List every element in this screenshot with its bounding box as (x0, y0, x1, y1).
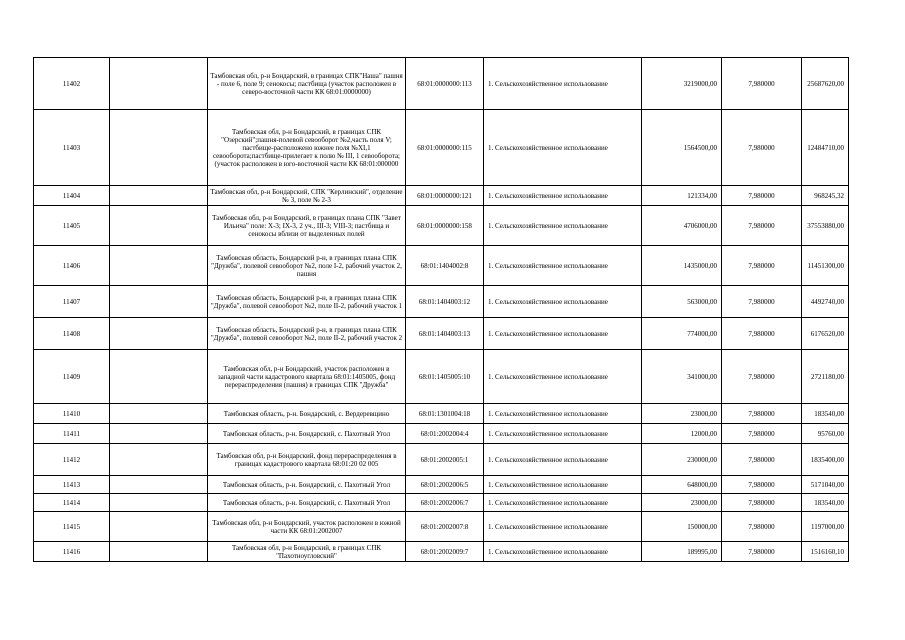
area-cell: 648000,00 (642, 476, 722, 494)
address-cell: Тамбовская область, р-н. Бондарский, с. Пахотный Угол (208, 494, 406, 512)
address-cell: Тамбовская обл, р-н Бондарский, участок расположен в южной части КК 68:01:2002007 (208, 512, 406, 542)
row-number: 11413 (34, 476, 110, 494)
row-number: 11403 (34, 110, 110, 186)
land-use-category-cell: 1. Сельскохозяйственное использование (484, 286, 642, 318)
cadastral-number-cell: 68:01:1405005:10 (406, 350, 484, 404)
row-number: 11410 (34, 404, 110, 424)
table-row (34, 494, 849, 512)
land-use-category-cell: 1. Сельскохозяйственное использование (484, 246, 642, 286)
specific-value-cell: 7,980000 (722, 444, 802, 476)
empty-cell (110, 542, 208, 562)
address-cell: Тамбовская область, р-н. Бондарский, с. Вердеревщино (208, 404, 406, 424)
area-cell: 150000,00 (642, 512, 722, 542)
row-number: 11407 (34, 286, 110, 318)
row-number: 11416 (34, 542, 110, 562)
cadastral-number-cell: 68:01:1404003:13 (406, 318, 484, 350)
area-cell: 1435000,00 (642, 246, 722, 286)
cadastral-number-cell: 68:01:2002005:1 (406, 444, 484, 476)
table-row (34, 512, 849, 542)
row-number: 11406 (34, 246, 110, 286)
table-row (34, 206, 849, 246)
table-row (34, 318, 849, 350)
area-cell: 121334,00 (642, 186, 722, 206)
cadastral-value-table (33, 57, 849, 562)
specific-value-cell: 7,980000 (722, 476, 802, 494)
land-use-category-cell: 1. Сельскохозяйственное использование (484, 444, 642, 476)
specific-value-cell: 7,980000 (722, 186, 802, 206)
address-cell: Тамбовская обл, р-н Бондарский, в границах СПК "Пахотноугловский" (208, 542, 406, 562)
area-cell: 12000,00 (642, 424, 722, 444)
area-cell: 563000,00 (642, 286, 722, 318)
cadastral-number-cell: 68:01:1301004:18 (406, 404, 484, 424)
land-use-category-cell: 1. Сельскохозяйственное использование (484, 318, 642, 350)
empty-cell (110, 350, 208, 404)
table-row (34, 350, 849, 404)
empty-cell (110, 206, 208, 246)
table-row (34, 186, 849, 206)
address-cell: Тамбовская обл, р-н Бондарский, фонд перераспределения в границах кадастрового квартала 68:01:20 02 005 (208, 444, 406, 476)
address-cell: Тамбовская обл, р-н Бондарский, в границах СПК "Озерский";пашня-полевой севооборот №2,часть поля V; пастбище-расположено южнее поля №XI,1 севооборота;пастбище-прилегает к полю № III, 1 севооборота; (участок расположен в юго-восточной части КК 68:01:000000 (208, 110, 406, 186)
specific-value-cell: 7,980000 (722, 350, 802, 404)
cadastral-value-cell: 1197000,00 (802, 512, 849, 542)
table-row (34, 542, 849, 562)
row-number: 11408 (34, 318, 110, 350)
cadastral-number-cell: 68:01:2002007:8 (406, 512, 484, 542)
address-cell: Тамбовская область, Бондарский р-н, в границах плана СПК "Дружба", полевой севооборот №2, поле I-2, рабочий участок 2, пашня (208, 246, 406, 286)
cadastral-value-cell: 2721180,00 (802, 350, 849, 404)
cadastral-value-cell: 12484710,00 (802, 110, 849, 186)
table-row (34, 424, 849, 444)
land-use-category-cell: 1. Сельскохозяйственное использование (484, 404, 642, 424)
address-cell: Тамбовская обл, р-н Бондарский, в границах СПК"Наша" пашня - поле 6, поле 9; сенокосы; пастбища (участок расположен в северо-восточной части КК 68:01:0000000) (208, 58, 406, 110)
specific-value-cell: 7,980000 (722, 58, 802, 110)
cadastral-number-cell: 68:01:2002009:7 (406, 542, 484, 562)
table-row (34, 246, 849, 286)
row-number: 11409 (34, 350, 110, 404)
empty-cell (110, 476, 208, 494)
empty-cell (110, 424, 208, 444)
address-cell: Тамбовская обл, р-н Бондарский, в границах плана СПК "Завет Ильича" поле: X-3; IX-3, 2 уч., III-3; VIII-3; пастбища и сенокосы вблизи от выделенных полей (208, 206, 406, 246)
empty-cell (110, 58, 208, 110)
cadastral-number-cell: 68:01:1404003:12 (406, 286, 484, 318)
address-cell: Тамбовская обл, р-н Бондарский, СПК "Керлинский", отделение № 3, поле № 2-3 (208, 186, 406, 206)
row-number: 11415 (34, 512, 110, 542)
cadastral-value-cell: 183540,00 (802, 404, 849, 424)
land-use-category-cell: 1. Сельскохозяйственное использование (484, 350, 642, 404)
row-number: 11405 (34, 206, 110, 246)
row-number: 11411 (34, 424, 110, 444)
cadastral-value-cell: 95760,00 (802, 424, 849, 444)
cadastral-number-cell: 68:01:1404002:8 (406, 246, 484, 286)
cadastral-number-cell: 68:01:2002006:7 (406, 494, 484, 512)
empty-cell (110, 246, 208, 286)
row-number: 11414 (34, 494, 110, 512)
specific-value-cell: 7,980000 (722, 512, 802, 542)
land-use-category-cell: 1. Сельскохозяйственное использование (484, 110, 642, 186)
address-cell: Тамбовская область, р-н. Бондарский, с. Пахотный Угол (208, 476, 406, 494)
cadastral-number-cell: 68:01:0000000:115 (406, 110, 484, 186)
cadastral-value-cell: 968245,32 (802, 186, 849, 206)
table-row (34, 476, 849, 494)
area-cell: 230000,00 (642, 444, 722, 476)
empty-cell (110, 512, 208, 542)
land-use-category-cell: 1. Сельскохозяйственное использование (484, 424, 642, 444)
address-cell: Тамбовская область, Бондарский р-н, в границах плана СПК "Дружба", полевой севооборот №2, поле II-2, рабочий участок 1 (208, 286, 406, 318)
empty-cell (110, 110, 208, 186)
row-number: 11412 (34, 444, 110, 476)
table-row (34, 444, 849, 476)
specific-value-cell: 7,980000 (722, 404, 802, 424)
empty-cell (110, 186, 208, 206)
table-row (34, 58, 849, 110)
table-row (34, 286, 849, 318)
cadastral-value-cell: 37553880,00 (802, 206, 849, 246)
land-use-category-cell: 1. Сельскохозяйственное использование (484, 186, 642, 206)
table-row (34, 404, 849, 424)
cadastral-number-cell: 68:01:0000000:113 (406, 58, 484, 110)
cadastral-value-cell: 11451300,00 (802, 246, 849, 286)
cadastral-value-cell: 1835400,00 (802, 444, 849, 476)
empty-cell (110, 318, 208, 350)
land-use-category-cell: 1. Сельскохозяйственное использование (484, 494, 642, 512)
land-use-category-cell: 1. Сельскохозяйственное использование (484, 542, 642, 562)
cadastral-value-cell: 25687620,00 (802, 58, 849, 110)
cadastral-value-cell: 183540,00 (802, 494, 849, 512)
cadastral-value-cell: 1516160,10 (802, 542, 849, 562)
area-cell: 3219000,00 (642, 58, 722, 110)
empty-cell (110, 444, 208, 476)
cadastral-number-cell: 68:01:2002006:5 (406, 476, 484, 494)
land-use-category-cell: 1. Сельскохозяйственное использование (484, 512, 642, 542)
row-number: 11402 (34, 58, 110, 110)
specific-value-cell: 7,980000 (722, 494, 802, 512)
empty-cell (110, 404, 208, 424)
area-cell: 1564500,00 (642, 110, 722, 186)
land-use-category-cell: 1. Сельскохозяйственное использование (484, 58, 642, 110)
land-use-category-cell: 1. Сельскохозяйственное использование (484, 476, 642, 494)
specific-value-cell: 7,980000 (722, 206, 802, 246)
specific-value-cell: 7,980000 (722, 246, 802, 286)
table-row (34, 110, 849, 186)
row-number: 11404 (34, 186, 110, 206)
specific-value-cell: 7,980000 (722, 318, 802, 350)
address-cell: Тамбовская область, Бондарский р-н, в границах плана СПК "Дружба", полевой севооборот №2, поле II-2, рабочий участок 2 (208, 318, 406, 350)
land-use-category-cell: 1. Сельскохозяйственное использование (484, 206, 642, 246)
cadastral-number-cell: 68:01:0000000:158 (406, 206, 484, 246)
address-cell: Тамбовская область, р-н. Бондарский, с. Пахотный Угол (208, 424, 406, 444)
empty-cell (110, 494, 208, 512)
cadastral-number-cell: 68:01:2002004:4 (406, 424, 484, 444)
specific-value-cell: 7,980000 (722, 424, 802, 444)
area-cell: 341000,00 (642, 350, 722, 404)
area-cell: 4706000,00 (642, 206, 722, 246)
specific-value-cell: 7,980000 (722, 542, 802, 562)
area-cell: 23000,00 (642, 494, 722, 512)
empty-cell (110, 286, 208, 318)
area-cell: 189995,00 (642, 542, 722, 562)
cadastral-value-cell: 6176520,00 (802, 318, 849, 350)
area-cell: 774000,00 (642, 318, 722, 350)
cadastral-value-cell: 4492740,00 (802, 286, 849, 318)
address-cell: Тамбовская обл, р-н Бондарский, участок расположен в западной части кадастрового квартала 68:01:1405005, фонд перераспределения (пашня) в границах СПК "Дружба" (208, 350, 406, 404)
area-cell: 23000,00 (642, 404, 722, 424)
specific-value-cell: 7,980000 (722, 286, 802, 318)
specific-value-cell: 7,980000 (722, 110, 802, 186)
cadastral-number-cell: 68:01:0000000:121 (406, 186, 484, 206)
cadastral-value-cell: 5171040,00 (802, 476, 849, 494)
